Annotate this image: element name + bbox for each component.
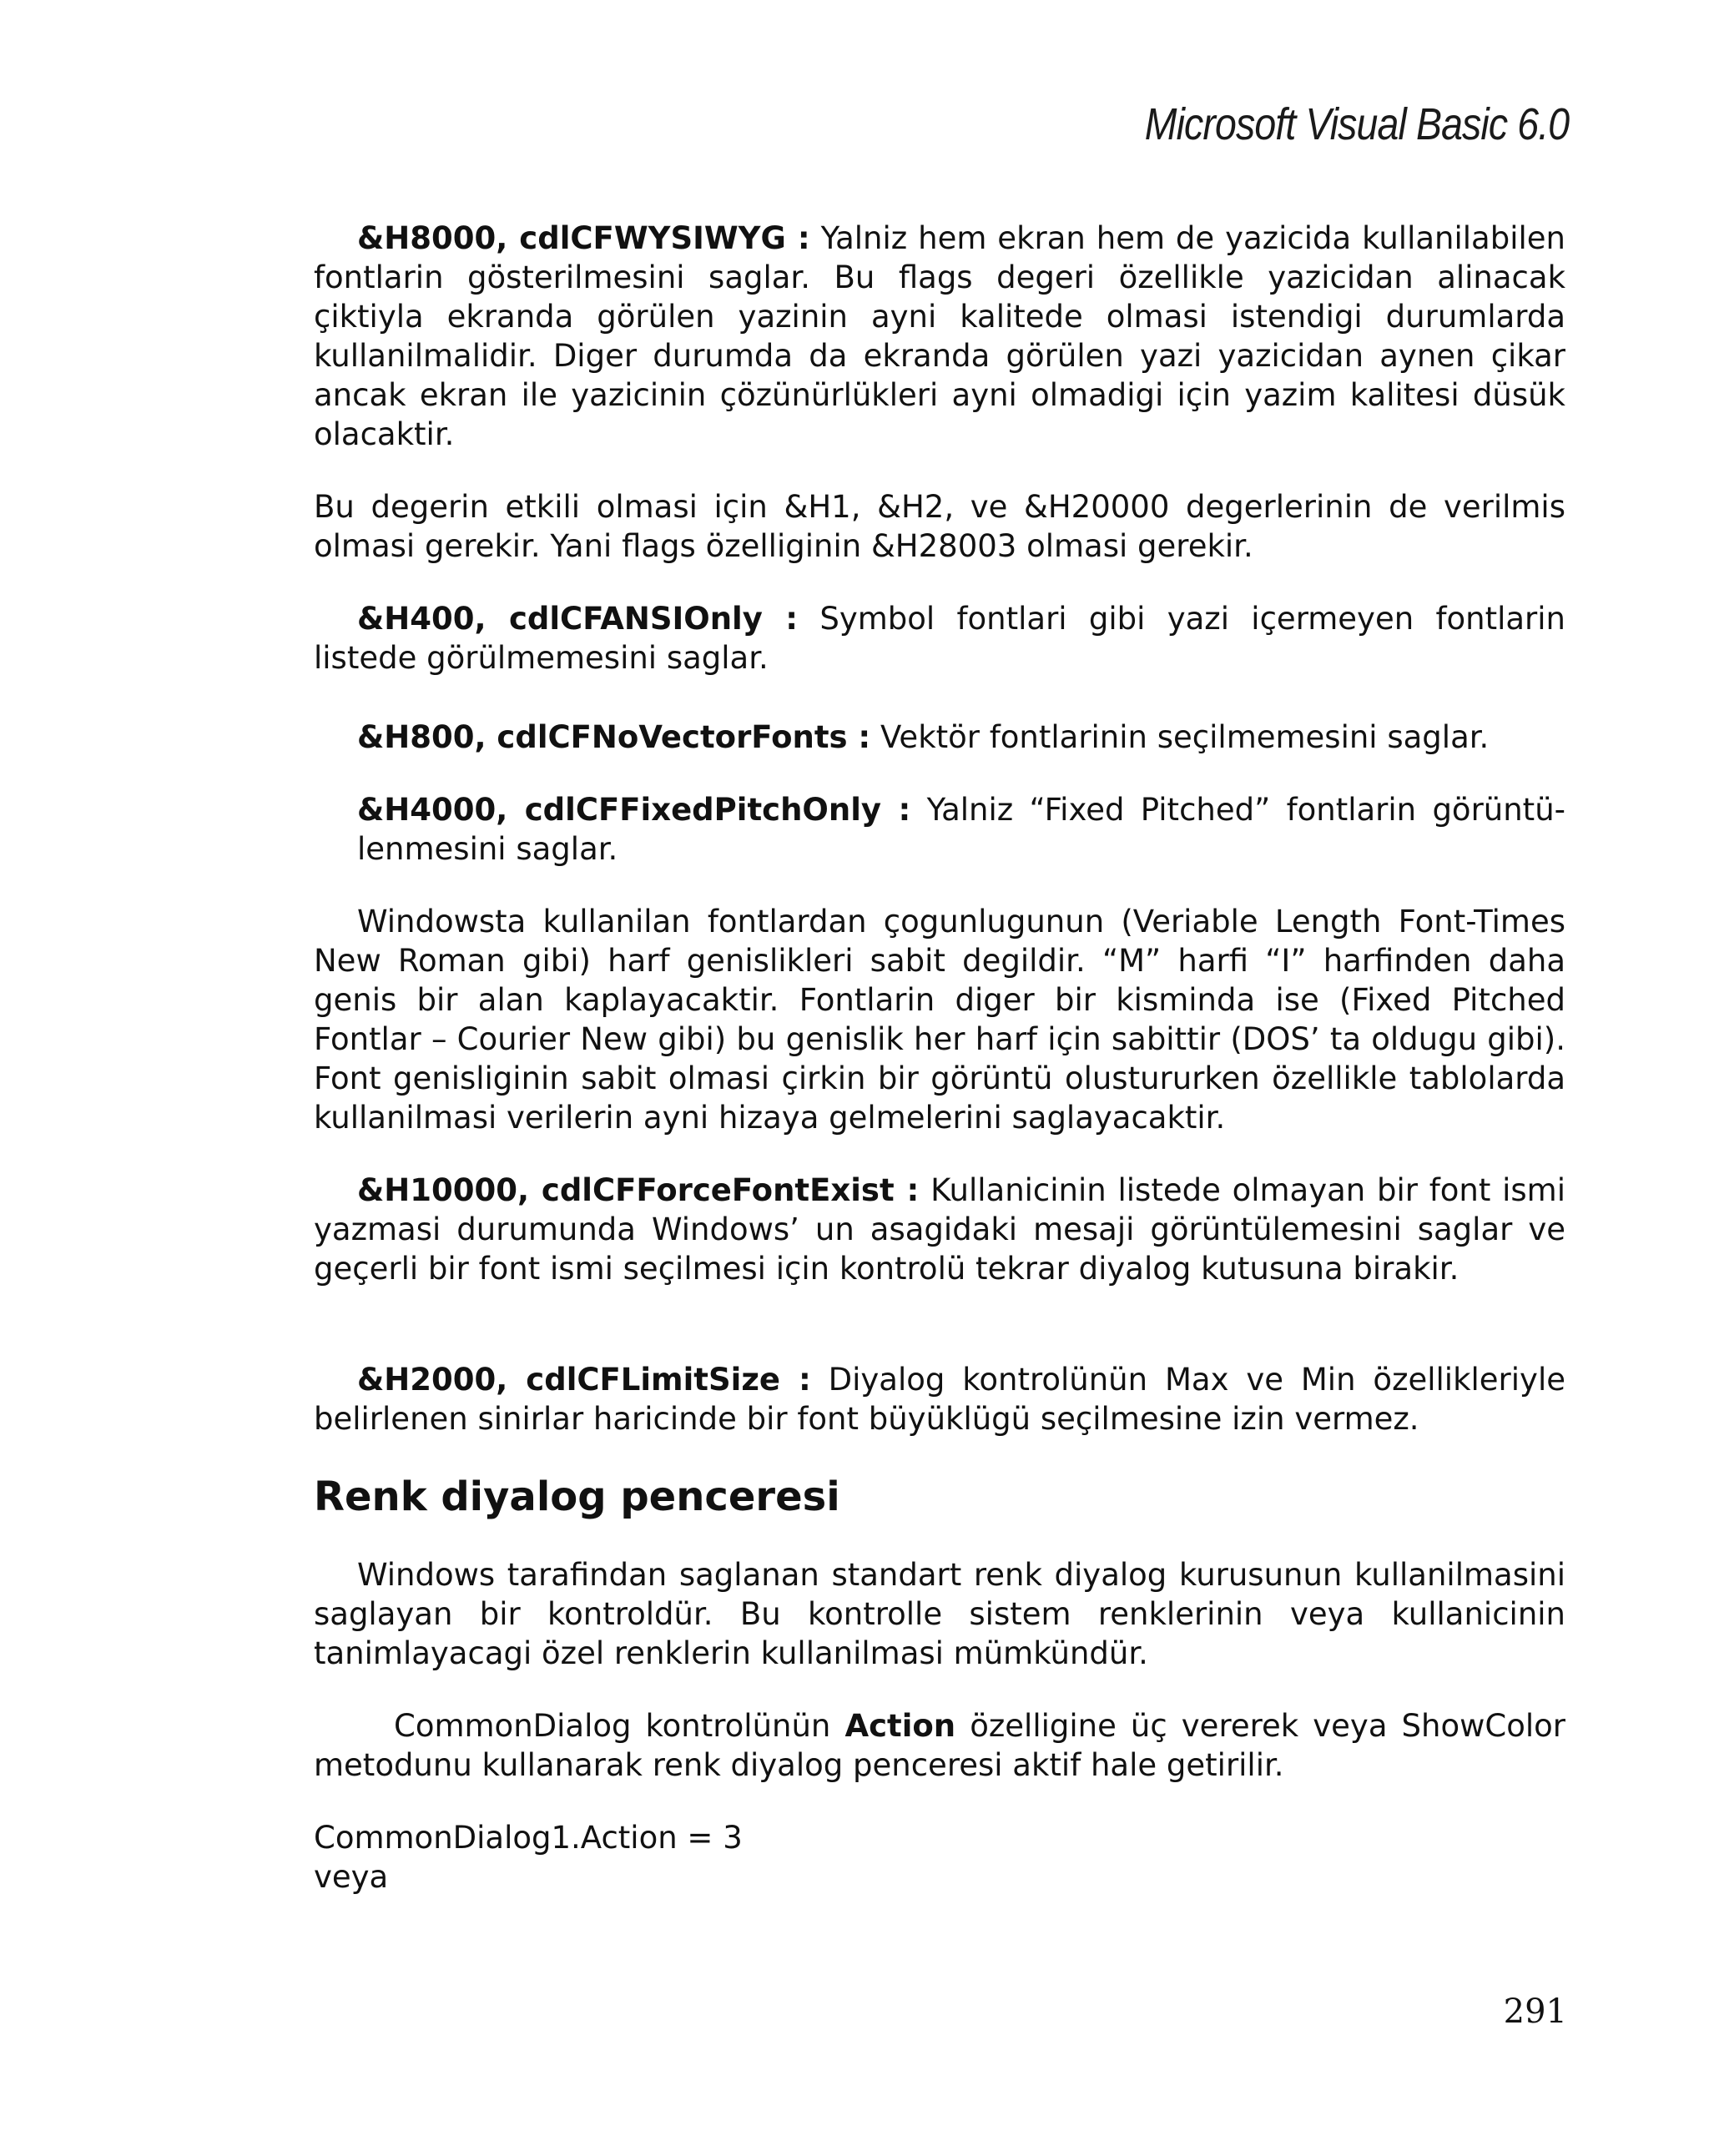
paragraph-flags-note: Bu degerin etkili olmasi için &H1, &H2, ve &H20000 degerlerinin de verilmis olmasi gerekir. Yani flags özelliginin &H28003 olmasi gerekir. — [314, 489, 1565, 564]
paragraph-force-font-exist — [314, 1171, 1565, 1288]
paragraph-fixed-pitch-only — [314, 790, 1565, 869]
code-line-or: veya — [314, 1859, 389, 1895]
text-action-before: CommonDialog kontrolünün — [394, 1708, 845, 1744]
running-head-title: Microsoft Visual Basic 6.0 — [1144, 99, 1569, 149]
page-number: 291 — [1503, 1992, 1567, 2031]
text-wysiwyg: Yalniz hem ekran hem de yazicida kullanilabilen fontlarin gösterilmesini saglar. Bu flags degeri özellikle yazicidan alinacak çiktiyla ekranda görülen yazinin ayni kalitede olmasi istendigi durumlarda kullanilmalidir. Diger durumda da ekranda görülen yazi yazicidan aynen çikar ancak ekran ile yazicinin çözünürlükleri ayni olmadigi için yazim kalitesi düsük olacaktir. — [314, 220, 1565, 452]
paragraph-font-widths: Windowsta kullanilan fontlardan çogunlugunun (Veriable Length Font-Times New Roman gibi) harf genislikleri sabit degildir. “M” harfi “I” harfinden daha genis bir alan kaplayacaktir. Fontlarin diger bir kisminda ise (Fixed Pitched Fontlar – Courier New gibi) bu genislik her harf için sabittir (DOS’ ta oldugu gibi). Font genisliginin sabit olmasi çirkin bir görüntü olustururken özellikle tablolarda kullanilmasi verilerin ayni hizaya gelmelerini saglayacaktir. — [314, 904, 1565, 1136]
text-fixed-pitch-only: Yalniz “Fixed Pitched” fontlarin görüntü-lenmesini saglar. — [357, 792, 1565, 867]
term-force-font-exist: &H10000, cdlCFForceFontExist : — [357, 1172, 920, 1208]
text-no-vector-fonts: Vektör fontlarinin seçilmemesini saglar. — [870, 719, 1490, 755]
term-fixed-pitch-only: &H4000, cdlCFFixedPitchOnly : — [357, 792, 911, 828]
paragraph-ansi-only — [314, 599, 1565, 678]
term-no-vector-fonts: &H800, cdlCFNoVectorFonts : — [357, 719, 871, 755]
term-action: Action — [844, 1708, 956, 1744]
text-force-font-exist: Kullanicinin listede olmayan bir font ismi yazmasi durumunda Windows’ un asagidaki mesaji görüntülemesini saglar ve geçerli bir font ismi seçilmesi için kontrolü tekrar diyalog kutusuna birakir. — [314, 1172, 1565, 1287]
section-heading: Renk diyalog penceresi — [314, 1473, 840, 1520]
text-limit-size: Diyalog kontrolünün Max ve Min özellikleriyle belirlenen sinirlar haricinde bir font büyüklügü seçilmesine izin vermez. — [314, 1362, 1565, 1437]
paragraph-no-vector-fonts — [314, 718, 1565, 757]
paragraph-wysiwyg — [314, 219, 1565, 454]
text-action-after: özelligine üç vererek veya ShowColor metodunu kullanarak renk diyalog penceresi aktif hale getirilir. — [314, 1708, 1565, 1783]
paragraph-limit-size — [314, 1360, 1565, 1438]
paragraph-action-property — [314, 1706, 1565, 1785]
page-body — [314, 219, 1565, 1897]
term-limit-size: &H2000, cdlCFLimitSize : — [357, 1362, 811, 1398]
code-line-action: CommonDialog1.Action = 3 — [314, 1820, 743, 1856]
term-ansi-only: &H400, cdlCFANSIOnly : — [357, 601, 799, 637]
term-wysiwyg: &H8000, cdlCFWYSIWYG : — [357, 220, 810, 256]
text-ansi-only: Symbol fontlari gibi yazi içermeyen fontlarin listede görülmemesini saglar. — [314, 601, 1565, 676]
paragraph-color-dialog-intro: Windows tarafindan saglanan standart renk diyalog kurusunun kullanilmasini saglayan bir kontroldür. Bu kontrolle sistem renklerinin veya kullanicinin tanimlayacagi özel renklerin kullanilmasi mümkündür. — [314, 1557, 1565, 1671]
